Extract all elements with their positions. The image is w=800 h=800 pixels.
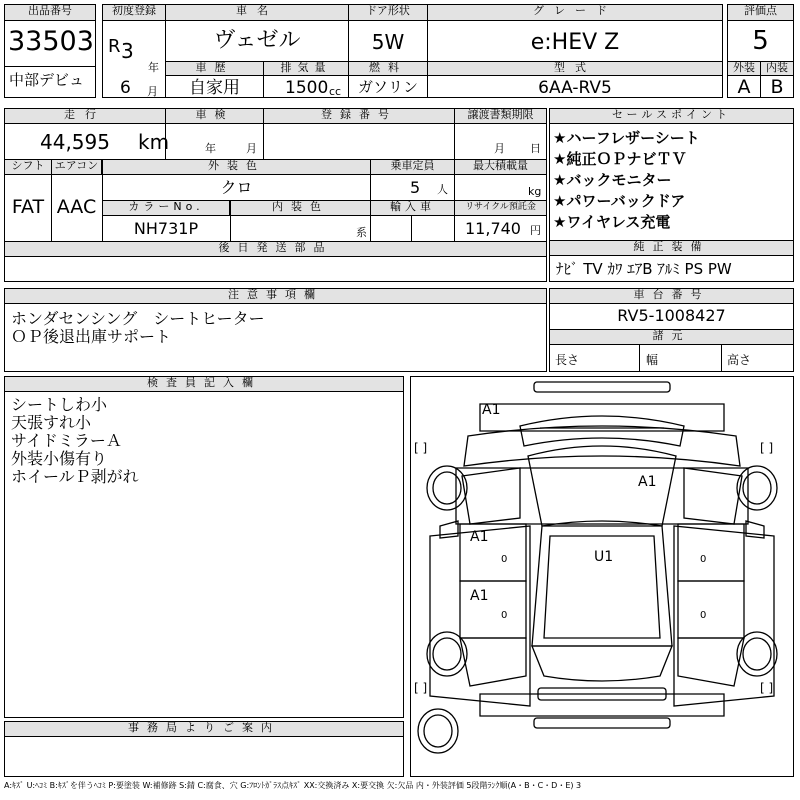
inspection-label: 車検 [165,108,264,124]
year-unit: 年 [148,61,159,74]
era-year: 3 [121,39,134,63]
color-number-label: カラーNo. [102,200,230,216]
zero-mark: 0 [700,554,707,565]
recycle-unit: 円 [530,224,541,237]
damage-mark-hood: A1 [638,474,657,490]
capacity: 5 [410,178,421,197]
history: 自家用 [189,78,240,98]
length-label: 長さ [555,353,580,367]
score-label: 評価点 [727,4,794,21]
chassis-label: 車台番号 [549,288,794,304]
shift-label: シフト [4,159,52,175]
max-load-label: 最大積載量 [454,159,547,175]
notes-label: 注意事項欄 [4,288,547,304]
sales-point-item: ★バックモニター [553,171,672,189]
mileage-label: 走行 [4,108,166,124]
displacement: 1500 [285,78,329,98]
model-code: 6AA-RV5 [538,78,612,98]
first-reg-month: 6 [120,78,131,98]
recycle-fee: 11,740 [465,219,521,238]
bracket-mark: [ ] [414,681,428,695]
color-number: NH731P [133,219,199,238]
model-code-label: 型式 [427,61,723,76]
inspector-label: 検査員記入欄 [4,376,404,392]
dimensions-label: 諸元 [549,329,794,345]
mileage: 44,595 [40,130,110,154]
transfer-day-unit: 日 [530,142,541,155]
door-type: 5W [371,30,405,54]
displacement-label: 排気量 [263,61,349,76]
bracket-mark: [ ] [760,441,774,455]
interior-grade-label: 内装 [760,61,794,76]
zero-mark: 0 [501,554,508,565]
sales-point-item: ★ワイヤレス充電 [553,213,671,231]
exterior-color-label: 外装色 [102,159,371,175]
aircon-label: エアコン [51,159,102,175]
exterior-color: クロ [220,178,253,197]
transfer-deadline-label: 譲渡書類期限 [454,108,547,124]
note-line: ＯＰ後退出庫サポート [11,327,172,346]
grade-label: グレード [427,4,723,21]
max-load-unit: kg [528,185,542,198]
bracket-mark: [ ] [760,681,774,695]
sales-point-item: ★ハーフレザーシート [553,129,700,147]
fuel: ガソリン [357,78,418,96]
inspector-line: 天張すれ小 [11,413,92,432]
damage-mark-roof: U1 [594,549,614,565]
car-diagram [410,376,794,777]
zero-mark: 0 [700,610,707,621]
inspector-line: サイドミラーＡ [11,431,122,450]
mileage-unit: km [138,130,170,154]
note-line: ホンダセンシング シートヒーター [11,309,265,328]
exterior-grade: A [737,76,751,98]
door-type-label: ドア形状 [348,4,428,21]
capacity-label: 乗車定員 [370,159,455,175]
damage-mark-left-rear-door: A1 [470,588,489,604]
width-label: 幅 [646,353,659,367]
inspector-line: シートしわ小 [11,395,108,414]
lot-number-label: 出品番号 [4,4,96,21]
height-label: 高さ [727,353,752,367]
grade: e:HEV Z [530,30,620,55]
sales-points-label: セールスポイント [549,108,794,124]
damage-mark-left-front-door: A1 [470,529,489,545]
import-label: 輸入車 [370,200,455,216]
aircon: AAC [56,196,97,218]
transfer-month-unit: 月 [494,142,505,155]
car-name: ヴェゼル [213,28,301,53]
month-unit: 月 [147,85,158,98]
era: R [108,36,121,57]
equipment-label: 純正装備 [549,240,794,256]
capacity-unit: 人 [437,183,448,196]
interior-grade: B [770,76,784,98]
first-registration-label: 初度登録 [102,4,166,21]
inspector-line: 外装小傷有り [11,449,108,468]
recycle-label: リサイクル預託金 [454,200,547,216]
registration-number-label: 登録番号 [263,108,455,124]
damage-code-legend: A:ｷｽﾞ U:ﾍｺﾐ B:ｷｽﾞを伴うﾍｺﾐ P:要塗装 W:補修跡 S:錆 C:腐食、穴 G:ﾌﾛﾝﾄｶﾞﾗｽ点ｷｽﾞ XX:交換済み X:要交換 欠:欠品 内・外装評価 5段階ﾗﾝｸ順(A・B・C・D・E) 3 [4,781,582,790]
interior-color-unit: 系 [356,226,367,239]
office-label: 事務局よりご案内 [4,721,404,737]
chassis-number: RV5-1008427 [617,306,726,325]
debut-note: 中部デビュ [9,71,85,89]
sales-point-item: ★純正ＯＰナビＴＶ [553,150,687,168]
inspector-line: ホイールＰ剥がれ [11,467,139,486]
sales-point-item: ★パワーバックドア [553,192,686,210]
exterior-grade-label: 外装 [727,61,761,76]
fuel-label: 燃料 [348,61,428,76]
displacement-unit: cc [329,85,342,98]
car-name-label: 車名 [165,4,349,21]
zero-mark: 0 [501,610,508,621]
score: 5 [752,26,769,56]
later-parts-label: 後日発送部品 [4,241,547,257]
interior-color-label: 内装色 [230,200,371,216]
history-label: 車歴 [165,61,264,76]
lot-number: 33503 [8,26,94,57]
inspection-month-unit: 月 [246,142,257,155]
shift: FAT [11,196,45,218]
equipment-list: ﾅﾋﾞ TV ｶﾜ ｴｱB ｱﾙﾐ PS PW [556,260,732,278]
inspection-year-unit: 年 [205,142,216,155]
bracket-mark: [ ] [414,441,428,455]
damage-mark-front-bumper: A1 [482,402,501,418]
